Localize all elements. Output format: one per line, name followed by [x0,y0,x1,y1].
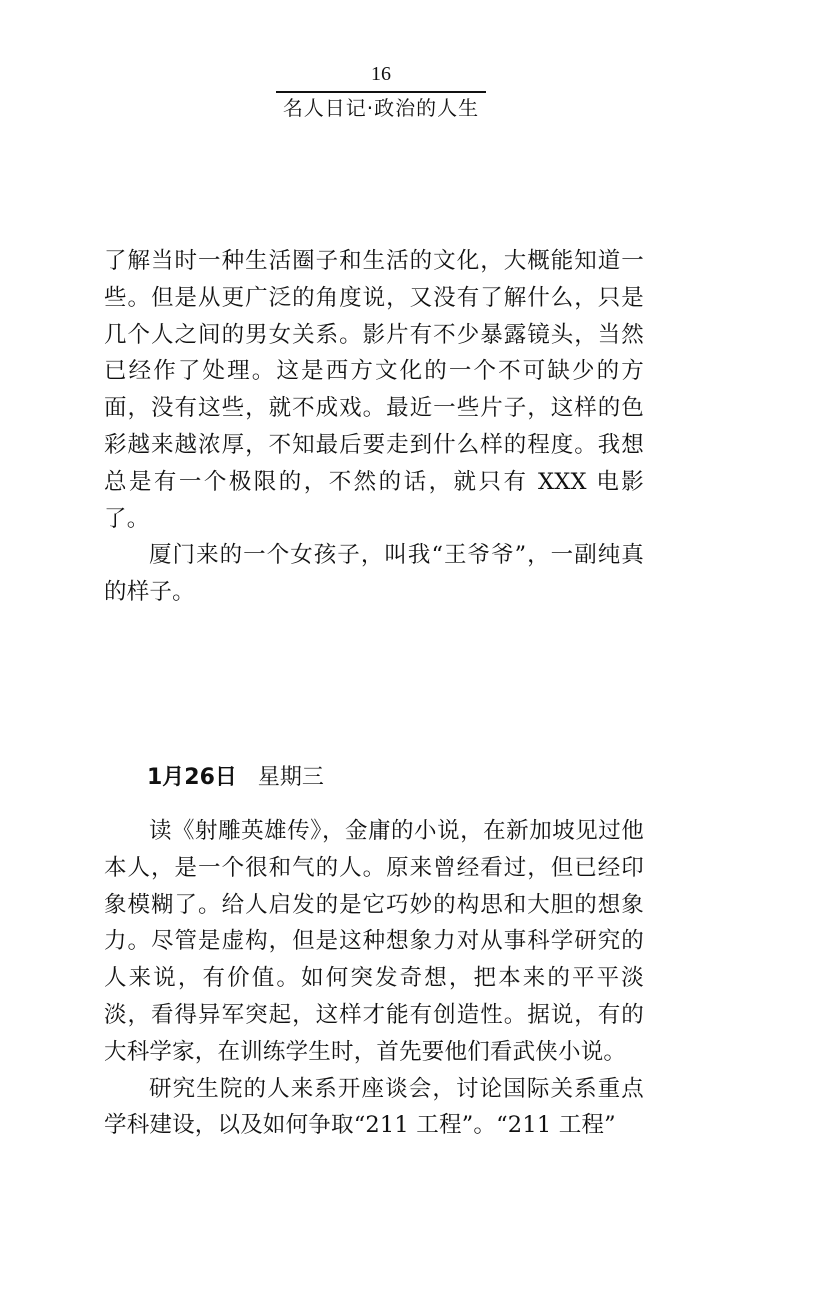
running-title: 名人日记·政治的人生 [282,96,480,120]
diary-text-block-1 [104,243,644,611]
paragraph: 读《射雕英雄传》，金庸的小说，在新加坡见过他本人，是一个很和气的人。原来曾经看过，但已经印象模糊了。给人启发的是它巧妙的构思和大胆的想象力。尽管是虚构，但是这种想象力对从事科学研究的人来说，有价值。如何突发奇想，把本来的平平淡淡，看得异军突起，这样才能有创造性。据说，有的大科学家，在训练学生时，首先要他们看武侠小说。 [104,818,644,1065]
header-divider [276,91,486,93]
diary-text-block-2 [104,813,644,1144]
paragraph: 研究生院的人来系开座谈会，讨论国际关系重点学科建设，以及如何争取“211 工程”。“211 工程” [104,1075,644,1139]
entry-date: 1月26日 [147,765,237,790]
diary-entry-heading [147,763,324,793]
entry-weekday: 星期三 [257,765,324,790]
page-number: 16 [371,63,391,85]
paragraph: 了解当时一种生活圈子和生活的文化，大概能知道一些。但是从更广泛的角度说，又没有了解什么，只是几个人之间的男女关系。影片有不少暴露镜头，当然已经作了处理。这是西方文化的一个不可缺少的方面，没有这些，就不成戏。最近一些片子，这样的色彩越来越浓厚，不知最后要走到什么样的程度。我想总是有一个极限的，不然的话，就只有 XXX 电影了。 [104,248,644,532]
paragraph: 厦门来的一个女孩子，叫我“王爷爷”，一副纯真的样子。 [104,542,644,606]
